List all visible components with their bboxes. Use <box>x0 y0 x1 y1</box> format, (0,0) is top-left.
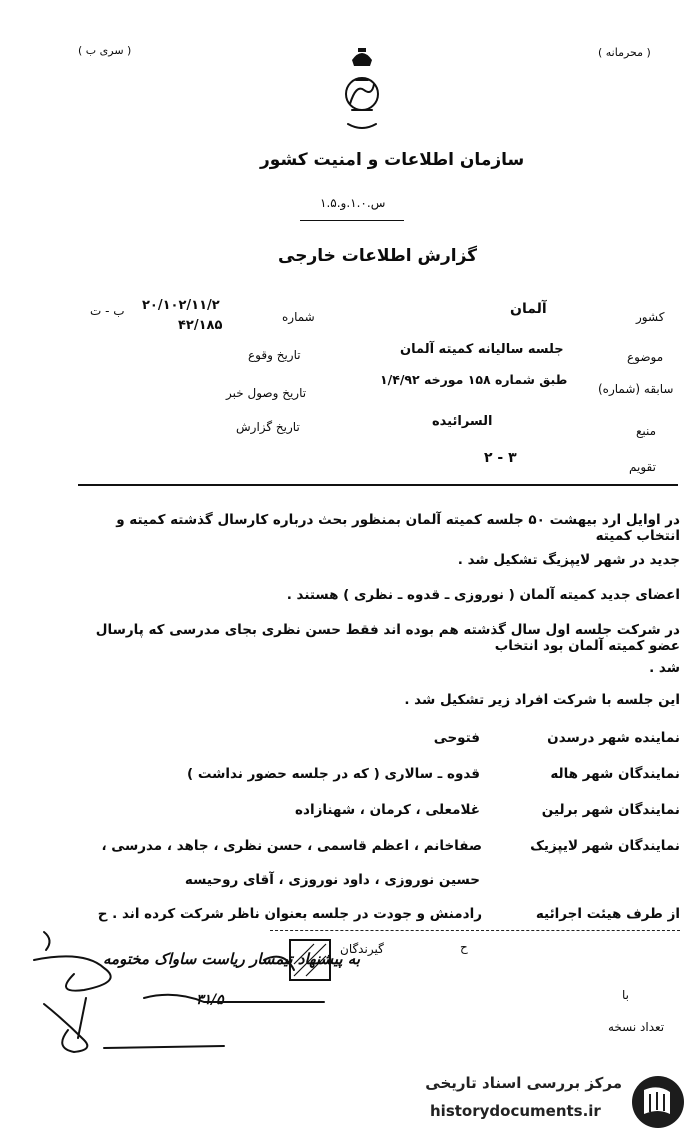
receivers-label: گیرندگان <box>340 942 384 956</box>
title-underline <box>300 220 404 221</box>
report-date-label: تاریخ گزارش <box>236 420 300 434</box>
copies-label: تعداد نسخه <box>608 1020 665 1034</box>
rep-role: نمایندگان شهر لایپزیک <box>530 838 680 854</box>
watermark-logo-icon <box>630 1074 686 1130</box>
paragraph-1-line-2: جدید در شهر لایپزیگ تشکیل شد . <box>457 552 680 568</box>
source-value: السرائیده <box>432 414 493 429</box>
handwritten-note: به پیشنهاد تیمسار ریاست ساواک مختومه <box>103 950 360 968</box>
signature-icon <box>24 920 344 1060</box>
rep-role: نمایندگان شهر هاله <box>550 766 680 782</box>
country-value: آلمان <box>510 301 547 317</box>
document-code: س.۱.۰.و.۱.۵ <box>320 196 386 210</box>
subject-label: موضوع <box>627 350 664 364</box>
pa-label: با <box>622 988 629 1002</box>
rep-names: غلامعلی ، کرمان ، شهنازاده <box>295 802 480 818</box>
rep-role: نماینده شهر درسدن <box>547 730 680 746</box>
receipt-date-label: تاریخ وصول خبر <box>226 386 307 400</box>
lion-and-sun-emblem-icon <box>338 44 386 140</box>
watermark-badge <box>412 1072 687 1130</box>
paragraph-4: این جلسه با شرکت افراد زیر تشکیل شد . <box>404 692 680 708</box>
rep-names: فتوحی <box>433 730 480 746</box>
evaluation-value: ۲ - ۳ <box>484 450 517 466</box>
source-label: منبع <box>636 424 657 438</box>
header-separator <box>78 484 678 486</box>
rep-names: حسین نوروزی ، داود نوروزی ، آقای روحیسه <box>184 872 480 888</box>
handwritten-date: ۳۱/۵ <box>196 992 224 1008</box>
number-value: ۲۰/۱۰۲/۱۱/۲ <box>142 298 220 313</box>
rep-names: رادمنش و جودت در جلسه بعنوان ناظر شرکت کرده اند . ح <box>97 906 482 922</box>
report-title: گزارش اطلاعات خارجی <box>278 246 478 266</box>
number-prefix: ب - ت <box>90 304 125 318</box>
rep-names: قدوه ـ سالاری ( که در جلسه حضور نداشت ) <box>186 766 480 782</box>
receivers-mark: ح <box>460 940 468 954</box>
number-label: شماره <box>282 310 315 324</box>
country-label: کشور <box>636 310 665 324</box>
classification-right: ( محرمانه ) <box>598 46 651 59</box>
number-second: ۴۲/۱۸۵ <box>178 318 223 333</box>
classification-left: ( سری ب ) <box>78 44 132 57</box>
evaluation-label: تقویم <box>629 460 656 474</box>
watermark-name: مرکز بررسی اسناد تاریخی <box>425 1074 622 1092</box>
rep-names: صفاخانم ، اعظم قاسمی ، حسن نظری ، جاهد ، مدرسی ، <box>101 838 482 854</box>
paragraph-2: اعضای جدید کمیته آلمان ( نوروزی ـ قدوه ـ نظری ) هستند . <box>286 587 680 603</box>
reference-label: سابقه (شماره) <box>598 382 674 396</box>
paragraph-3-line-2: شد . <box>649 660 680 676</box>
reference-value: طبق شماره ۱۵۸ مورخه ۱/۴/۹۲ <box>380 372 568 387</box>
subject-value: جلسه سالیانه کمیته آلمان <box>400 342 564 357</box>
watermark-url: historydocuments.ir <box>430 1102 601 1120</box>
paragraph-3-line-1: در شرکت جلسه اول سال گذشته هم بوده اند فقط حسن نظری بجای مدرسی که پارسال عضو کمیته آلمان بود انتخاب <box>95 622 680 654</box>
occurrence-date-label: تاریخ وقوع <box>248 348 301 362</box>
organization-title: سازمان اطلاعات و امنیت کشور <box>260 150 525 170</box>
rep-role: نمایندگان شهر برلین <box>541 802 680 818</box>
rep-role: از طرف هیئت اجرائیه <box>535 906 680 922</box>
paragraph-1-line-1: در اوایل ارد بیهشت ۵۰ جلسه کمیته آلمان بمنظور بحث درباره کارسال گذشته کمیته و انتخاب کمیته <box>116 512 680 544</box>
